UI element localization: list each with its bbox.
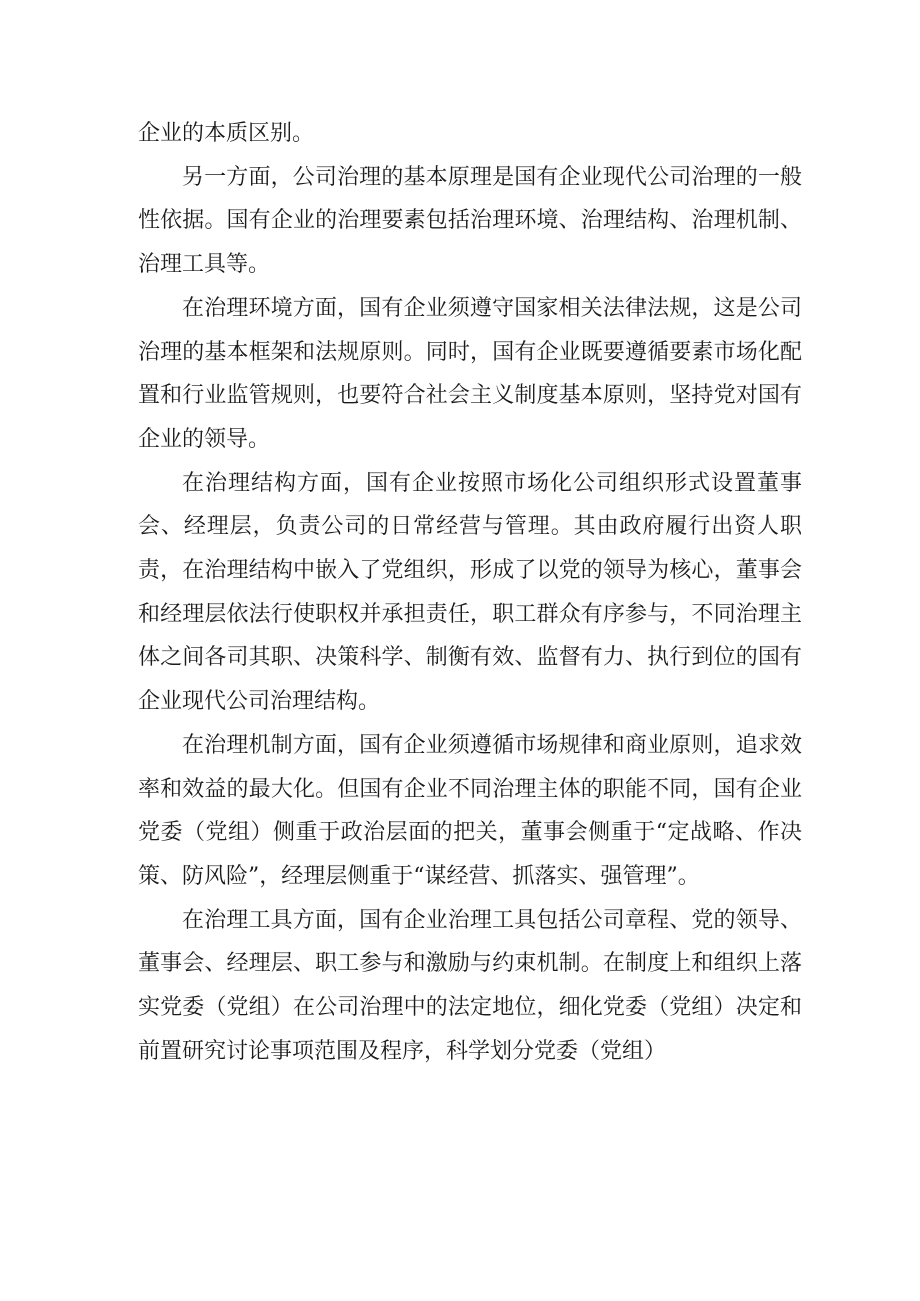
paragraph-continuation: 企业的本质区别。	[138, 121, 315, 146]
paragraph-governance-principles: 另一方面，公司治理的基本原理是国有企业现代公司治理的一般性依据。国有企业的治理要素包括治理环境、治理结构、治理机制、治理工具等。	[138, 164, 802, 278]
paragraph-governance-environment: 在治理环境方面，国有企业须遵守国家相关法律法规，这是公司治理的基本框架和法规原则。同时，国有企业既要遵循要素市场化配置和行业监管规则，也要符合社会主义制度基本原则，坚持党对国有企业的领导。	[138, 295, 802, 452]
paragraph-governance-tools: 在治理工具方面，国有企业治理工具包括公司章程、党的领导、董事会、经理层、职工参与和激励与约束机制。在制度上和组织上落实党委（党组）在公司治理中的法定地位，细化党委（党组）决定和前置研究讨论事项范围及程序，科学划分党委（党组）	[138, 907, 802, 1064]
paragraph-governance-structure: 在治理结构方面，国有企业按照市场化公司组织形式设置董事会、经理层，负责公司的日常经营与管理。其由政府履行出资人职责，在治理结构中嵌入了党组织，形成了以党的领导为核心，董事会和经理层依法行使职权并承担责任，职工群众有序参与，不同治理主体之间各司其职、决策科学、制衡有效、监督有力、执行到位的国有企业现代公司治理结构。	[138, 470, 802, 715]
document-body	[138, 112, 802, 1073]
paragraph-governance-mechanism: 在治理机制方面，国有企业须遵循市场规律和商业原则，追求效率和效益的最大化。但国有企业不同治理主体的职能不同，国有企业党委（党组）侧重于政治层面的把关，董事会侧重于“定战略、作决策、防风险”，经理层侧重于“谋经营、抓落实、强管理”。	[138, 732, 802, 889]
